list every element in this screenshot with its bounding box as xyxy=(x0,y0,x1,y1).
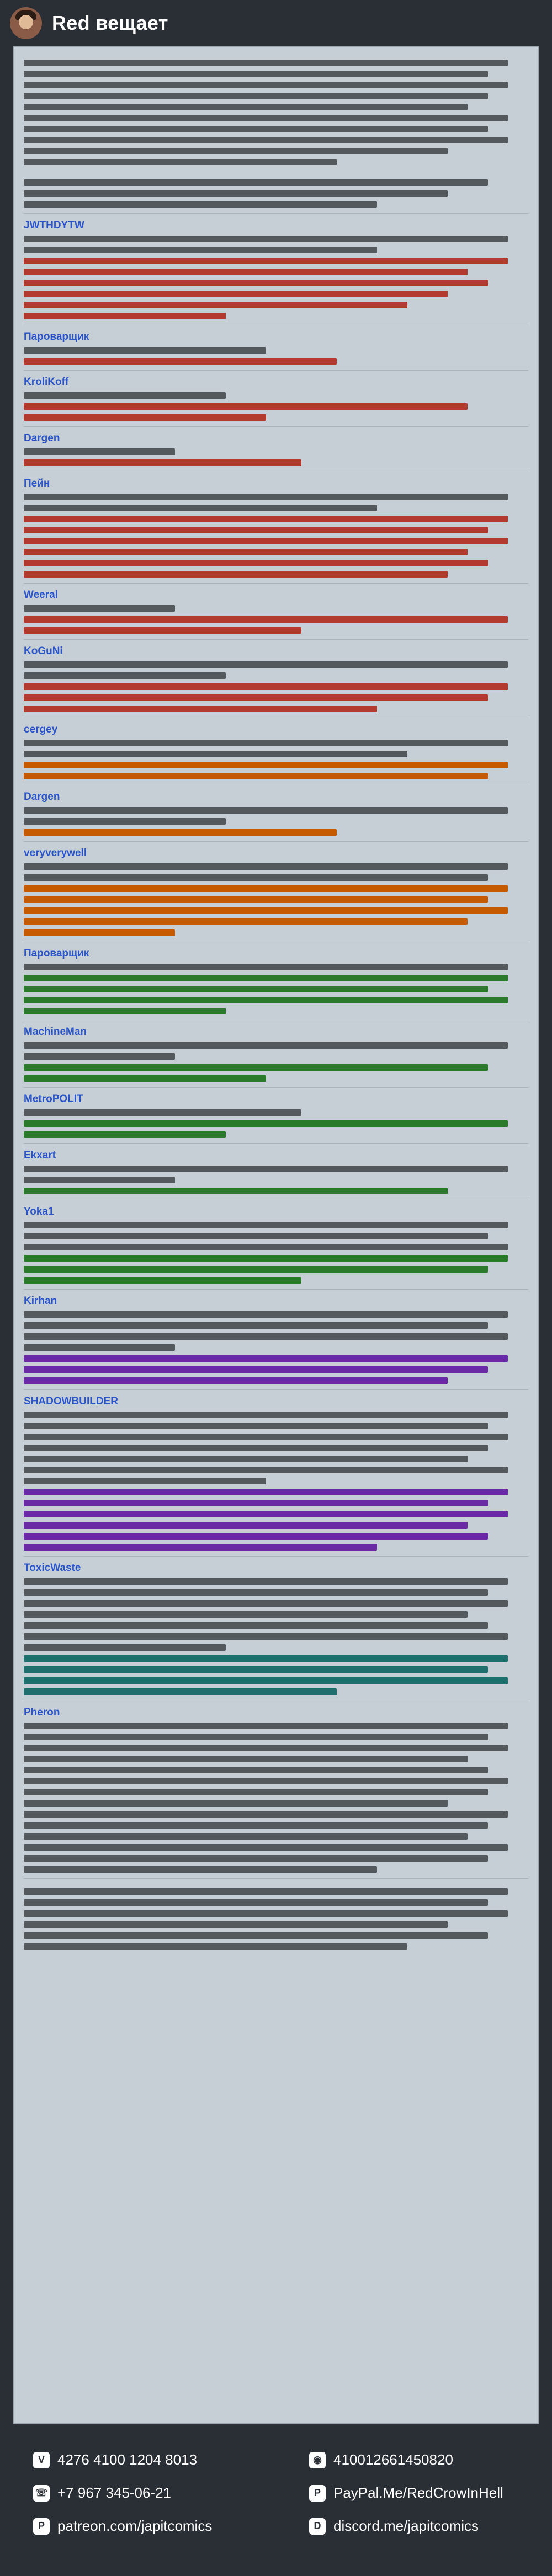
comment-text xyxy=(24,236,528,319)
comment-text xyxy=(24,863,528,936)
comment-author[interactable]: Пароварщик xyxy=(24,948,89,959)
comment xyxy=(24,841,528,936)
comment xyxy=(24,1289,528,1384)
comment-author[interactable]: JWTHDYTW xyxy=(24,220,84,231)
closing-paragraph xyxy=(24,1888,528,1950)
comment-author[interactable]: Пароварщик xyxy=(24,331,89,343)
comment-text xyxy=(24,1578,528,1695)
comment-author[interactable]: Yoka1 xyxy=(24,1206,54,1217)
avatar xyxy=(10,7,42,39)
footer-patreon-text[interactable]: patreon.com/japitcomics xyxy=(57,2518,213,2534)
comment-text xyxy=(24,347,528,365)
comment-author[interactable]: Pheron xyxy=(24,1707,60,1718)
comment-author[interactable]: Ekxart xyxy=(24,1150,56,1161)
footer-patreon[interactable] xyxy=(33,2518,212,2535)
closing-section xyxy=(24,1878,528,1950)
comment-author[interactable]: MachineMan xyxy=(24,1026,87,1038)
comment xyxy=(24,426,528,466)
comment xyxy=(24,472,528,578)
footer-wallet-text: 410012661450820 xyxy=(333,2451,453,2468)
comment xyxy=(24,1143,528,1194)
footer-visa xyxy=(33,2451,197,2468)
comment-text xyxy=(24,1412,528,1551)
footer-phone xyxy=(33,2484,171,2502)
comment-text xyxy=(24,964,528,1014)
comment xyxy=(24,325,528,365)
post-content xyxy=(13,46,539,2424)
intro-paragraph-2 xyxy=(24,179,528,208)
comment-author[interactable]: cergey xyxy=(24,724,58,735)
comment-author[interactable]: Dargen xyxy=(24,791,60,803)
comment-author[interactable]: Kirhan xyxy=(24,1295,57,1307)
footer-discord[interactable] xyxy=(309,2518,479,2535)
comment-text xyxy=(24,1109,528,1138)
page-title: Red вещает xyxy=(52,12,168,34)
comment-text xyxy=(24,392,528,421)
comment-author[interactable]: Dargen xyxy=(24,432,60,444)
phone-icon: ☏ xyxy=(33,2485,50,2502)
comment-text xyxy=(24,1723,528,1873)
page-header xyxy=(0,0,552,46)
comment xyxy=(24,1200,528,1284)
comment xyxy=(24,942,528,1014)
comment-author[interactable]: KoGuNi xyxy=(24,645,63,657)
comment-author[interactable]: Weeral xyxy=(24,589,58,601)
comment-text xyxy=(24,1222,528,1284)
comment-text xyxy=(24,494,528,578)
comment-author[interactable]: ToxicWaste xyxy=(24,1562,81,1574)
comment-author[interactable]: SHADOWBUILDER xyxy=(24,1396,118,1407)
discord-icon: D xyxy=(309,2518,326,2535)
comment xyxy=(24,718,528,779)
comment-text xyxy=(24,1042,528,1082)
footer xyxy=(0,2424,552,2576)
comment xyxy=(24,639,528,712)
comment-author[interactable]: Пейн xyxy=(24,478,50,489)
comment-text xyxy=(24,1311,528,1384)
comment-text xyxy=(24,1166,528,1194)
footer-discord-text[interactable]: discord.me/japitcomics xyxy=(333,2518,479,2534)
footer-paypal-text[interactable]: PayPal.Me/RedCrowInHell xyxy=(333,2484,503,2501)
comment xyxy=(24,1556,528,1695)
patreon-icon: P xyxy=(33,2518,50,2535)
comment-author[interactable]: KroliKoff xyxy=(24,376,69,388)
comment-text xyxy=(24,740,528,779)
wallet-icon: ◉ xyxy=(309,2452,326,2468)
comment xyxy=(24,1087,528,1138)
comment xyxy=(24,370,528,421)
footer-wallet xyxy=(309,2451,453,2468)
footer-paypal[interactable] xyxy=(309,2484,503,2502)
intro-paragraph xyxy=(24,60,528,165)
comment xyxy=(24,1701,528,1873)
comment-text xyxy=(24,448,528,466)
comment xyxy=(24,1020,528,1082)
comment xyxy=(24,1389,528,1551)
comment-author[interactable]: veryverywell xyxy=(24,847,87,859)
comment-text xyxy=(24,605,528,634)
footer-visa-text: 4276 4100 1204 8013 xyxy=(57,2451,198,2468)
comment-text xyxy=(24,661,528,712)
comment xyxy=(24,583,528,634)
avatar-face xyxy=(19,15,33,29)
paypal-icon: P xyxy=(309,2485,326,2502)
comment xyxy=(24,213,528,319)
comment xyxy=(24,785,528,836)
footer-phone-text: +7 967 345-06-21 xyxy=(57,2484,172,2501)
comment-author[interactable]: MetroPOLIT xyxy=(24,1093,83,1105)
comment-text xyxy=(24,807,528,836)
visa-card-icon: V xyxy=(33,2452,50,2468)
